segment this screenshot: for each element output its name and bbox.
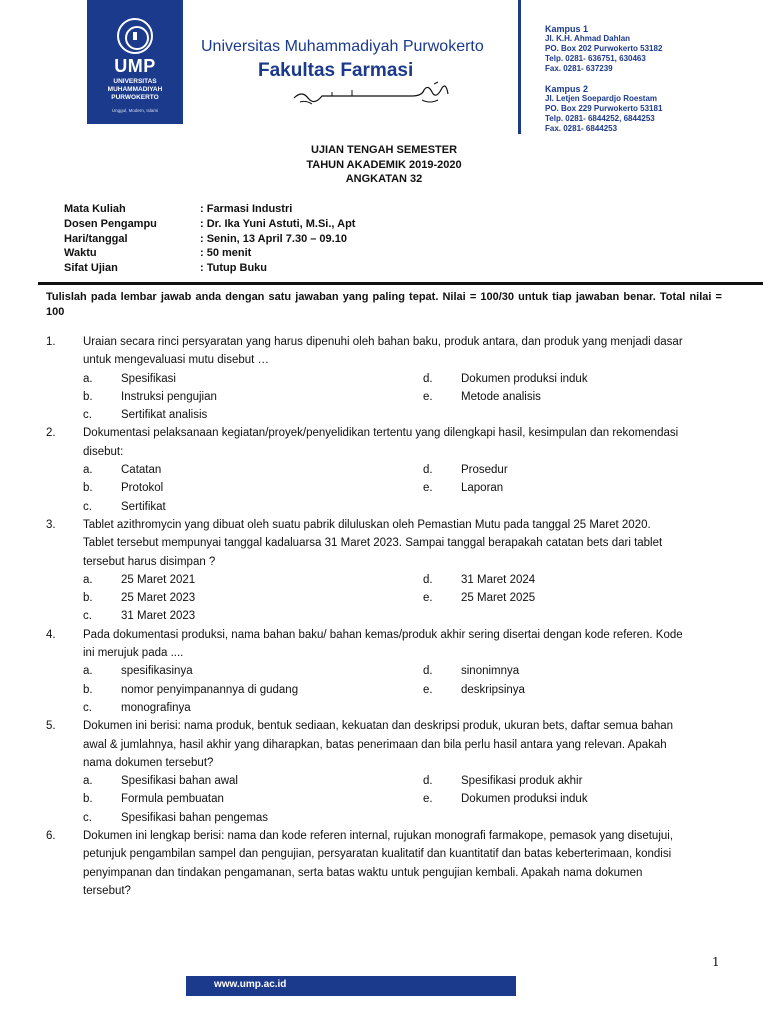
- campus-pobox: PO. Box 229 Purwokerto 53181: [545, 104, 663, 113]
- detail-value: : Senin, 13 April 7.30 – 09.10: [200, 232, 347, 245]
- option-letter: a.: [83, 464, 93, 477]
- question-item: [46, 717, 746, 827]
- option-letter: c.: [83, 409, 92, 422]
- detail-row: [64, 261, 355, 276]
- answer-option: [423, 571, 663, 589]
- option-letter: e.: [423, 793, 433, 806]
- option-text: Laporan: [461, 482, 504, 495]
- detail-key: Dosen Pengampu: [64, 217, 157, 230]
- option-letter: d.: [423, 573, 433, 586]
- option-letter: a.: [83, 665, 93, 678]
- question-text: Tablet azithromycin yang dibuat oleh suatu pabrik diluluskan oleh Pemastian Mutu pada tanggal 25 Maret 2020. Tablet tersebut mempunyai tanggal kadaluarsa 31 Maret 2023. Sampai tanggal berapakah catatan bets dari tablet tersebut harus disimpan ?: [83, 518, 663, 568]
- answer-option: [83, 662, 423, 680]
- option-text: spesifikasinya: [121, 665, 193, 678]
- header-divider: [518, 0, 521, 134]
- campus-phone: Telp. 0281- 6844252, 6844253: [545, 114, 655, 123]
- answer-option: [83, 772, 423, 790]
- option-letter: b.: [83, 683, 93, 696]
- option-letter: a.: [83, 372, 93, 385]
- question-item: [46, 333, 746, 424]
- answer-option: [423, 790, 663, 808]
- answer-options: [83, 662, 746, 717]
- answer-option: [423, 388, 663, 406]
- option-text: Sertifikat analisis: [121, 409, 208, 422]
- campus-pobox: PO. Box 202 Purwokerto 53182: [545, 44, 663, 53]
- campus-street: Jl. K.H. Ahmad Dahlan: [545, 34, 631, 43]
- option-text: Spesifikasi bahan awal: [121, 775, 238, 788]
- option-text: 31 Maret 2024: [461, 573, 536, 586]
- logo-university-name: UNIVERSITAS MUHAMMADIYAH PURWOKERTO: [107, 78, 163, 101]
- option-letter: b.: [83, 482, 93, 495]
- question-number: 2.: [46, 427, 56, 440]
- answer-option: [83, 699, 423, 717]
- detail-row: [64, 217, 355, 232]
- university-name: Universitas Muhammadiyah Purwokerto: [201, 38, 484, 55]
- option-text: nomor penyimpanannya di gudang: [121, 683, 299, 696]
- detail-row: [64, 202, 355, 217]
- option-letter: b.: [83, 390, 93, 403]
- option-letter: e.: [423, 482, 433, 495]
- answer-option: [423, 370, 663, 388]
- answer-options: [83, 461, 746, 516]
- campus-fax: Fax. 0281- 637239: [545, 64, 613, 73]
- answer-option: [423, 681, 663, 699]
- question-item: [46, 626, 746, 717]
- detail-row: [64, 246, 355, 261]
- exam-title-block: [0, 143, 768, 187]
- answer-option: [83, 681, 423, 699]
- question-text: Uraian secara rinci persyaratan yang harus dipenuhi oleh bahan baku, produk antara, dan produk yang menjadi dasar untuk mengevaluasi mutu disebut …: [83, 336, 683, 367]
- answer-option: [83, 388, 423, 406]
- detail-value: : Tutup Buku: [200, 262, 267, 275]
- question-item: [46, 827, 746, 900]
- option-text: Spesifikasi bahan pengemas: [121, 811, 269, 824]
- option-letter: b.: [83, 793, 93, 806]
- option-letter: c.: [83, 500, 92, 513]
- campus-street: Jl. Letjen Soepardjo Roestam: [545, 94, 658, 103]
- option-text: Spesifikasi produk akhir: [461, 775, 583, 788]
- question-item: [46, 516, 746, 626]
- option-letter: e.: [423, 390, 433, 403]
- option-text: 25 Maret 2023: [121, 592, 196, 605]
- option-text: 25 Maret 2021: [121, 573, 196, 586]
- option-text: Metode analisis: [461, 390, 541, 403]
- answer-option: [83, 809, 423, 827]
- footer-bar: [186, 976, 516, 996]
- option-text: Prosedur: [461, 464, 508, 477]
- answer-option: [423, 772, 663, 790]
- option-letter: e.: [423, 592, 433, 605]
- answer-option: [83, 498, 423, 516]
- option-letter: a.: [83, 775, 93, 788]
- detail-key: Mata Kuliah: [64, 203, 126, 215]
- question-number: 5.: [46, 720, 56, 733]
- logo-abbreviation: UMP: [114, 56, 156, 76]
- option-text: monografinya: [121, 701, 191, 714]
- answer-option: [423, 589, 663, 607]
- detail-key: Waktu: [64, 247, 97, 260]
- option-text: 25 Maret 2025: [461, 592, 536, 605]
- question-number: 6.: [46, 830, 56, 843]
- detail-value: : Dr. Ika Yuni Astuti, M.Si., Apt: [200, 217, 356, 230]
- question-text: Dokumentasi pelaksanaan kegiatan/proyek/penyelidikan tertentu yang dilengkapi hasil, kesimpulan dan rekomendasi disebut:: [83, 427, 679, 458]
- option-letter: d.: [423, 464, 433, 477]
- logo-tagline: Unggul, Modern, Islami: [111, 108, 159, 113]
- detail-key: Sifat Ujian: [64, 262, 118, 275]
- cohort: ANGKATAN 32: [345, 173, 423, 185]
- answer-option: [423, 461, 663, 479]
- answer-option: [83, 790, 423, 808]
- option-letter: b.: [83, 592, 93, 605]
- option-text: Dokumen produksi induk: [461, 793, 588, 806]
- answer-option: [83, 571, 423, 589]
- page-number: 1: [712, 955, 720, 969]
- option-letter: c.: [83, 811, 92, 824]
- question-text: Dokumen ini lengkap berisi: nama dan kode referen internal, rujukan monografi farmakope, pemasok yang disetujui, petunjuk pengambilan sampel dan pengujian, persyaratan kualitatif dan kuantitatif dan batas keberterimaan, kondisi penyimpanan dan tindakan pengamanan, serta batas waktu untuk pengujian kembali. Apakah nama dokumen tersebut?: [83, 830, 674, 897]
- answer-option: [83, 479, 423, 497]
- answer-options: [83, 772, 746, 827]
- answer-option: [83, 607, 423, 625]
- answer-option: [83, 589, 423, 607]
- question-item: [46, 424, 746, 515]
- option-letter: a.: [83, 573, 93, 586]
- option-text: Dokumen produksi induk: [461, 372, 588, 385]
- academic-year: TAHUN AKADEMIK 2019-2020: [306, 158, 462, 171]
- instructions: Tulislah pada lembar jawab anda dengan satu jawaban yang paling tepat. Nilai = 100/30 untuk tiap jawaban benar. Total nilai = 100: [46, 291, 722, 318]
- campus-title: Kampus 1: [545, 24, 589, 34]
- answer-option: [423, 479, 663, 497]
- option-letter: d.: [423, 665, 433, 678]
- university-logo: [87, 0, 183, 124]
- basmalah-calligraphy: [292, 80, 452, 106]
- detail-value: : 50 menit: [200, 247, 252, 260]
- option-letter: c.: [83, 610, 92, 623]
- question-list: [46, 333, 746, 900]
- option-text: Sertifikat: [121, 500, 166, 513]
- detail-key: Hari/tanggal: [64, 232, 128, 245]
- campus-fax: Fax. 0281- 6844253: [545, 124, 618, 133]
- question-number: 3.: [46, 518, 56, 531]
- option-text: Formula pembuatan: [121, 793, 224, 806]
- option-letter: d.: [423, 372, 433, 385]
- question-number: 4.: [46, 628, 56, 641]
- faculty-name: Fakultas Farmasi: [258, 60, 414, 81]
- section-divider: [38, 282, 763, 285]
- option-letter: e.: [423, 683, 433, 696]
- campus-1-address: [545, 24, 662, 74]
- option-letter: c.: [83, 701, 92, 714]
- answer-option: [83, 406, 423, 424]
- detail-row: [64, 232, 355, 247]
- answer-options: [83, 370, 746, 425]
- question-text: Dokumen ini berisi: nama produk, bentuk sediaan, kekuatan dan deskripsi produk, ukuran bets, daftar semua bahan awal & jumlahnya, hasil akhir yang diharapkan, batas penerimaan dan bila perlu hasil antara yang relevan. Apakah nama dokumen tersebut?: [83, 720, 674, 769]
- answer-option: [83, 370, 423, 388]
- option-text: Spesifikasi: [121, 372, 176, 385]
- campus-phone: Telp. 0281- 636751, 630463: [545, 54, 646, 63]
- option-text: Catatan: [121, 464, 162, 477]
- option-text: Instruksi pengujian: [121, 390, 217, 403]
- option-text: sinonimnya: [461, 665, 520, 678]
- option-text: deskripsinya: [461, 683, 525, 696]
- campus-title: Kampus 2: [545, 84, 589, 94]
- detail-value: : Farmasi Industri: [200, 203, 293, 215]
- answer-options: [83, 571, 746, 626]
- question-text: Pada dokumentasi produksi, nama bahan baku/ bahan kemas/produk akhir sering disertai dengan kode referen. Kode ini merujuk pada ....: [83, 628, 683, 660]
- option-text: 31 Maret 2023: [121, 610, 196, 623]
- question-number: 1.: [46, 336, 56, 348]
- answer-option: [83, 461, 423, 479]
- exam-title: UJIAN TENGAH SEMESTER: [310, 144, 458, 156]
- answer-option: [423, 662, 663, 680]
- option-letter: d.: [423, 775, 433, 788]
- exam-details: [64, 202, 355, 276]
- crest-icon: [117, 18, 153, 54]
- footer-url: www.ump.ac.id: [214, 979, 287, 990]
- campus-2-address: [545, 84, 662, 134]
- option-text: Protokol: [121, 482, 164, 495]
